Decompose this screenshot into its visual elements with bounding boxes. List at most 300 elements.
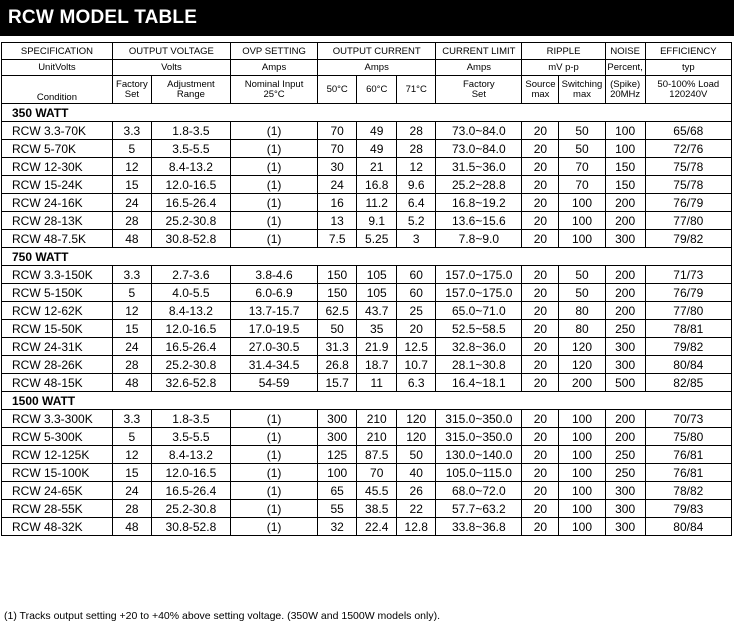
model-name-cell: RCW 12-62K <box>2 302 113 320</box>
group-label: 1500 WATT <box>2 392 732 410</box>
table-cell: 70 <box>559 176 605 194</box>
table-cell: (1) <box>230 518 317 536</box>
table-cell: 120 <box>397 428 436 446</box>
table-cell: 9.6 <box>397 176 436 194</box>
table-cell: 73.0~84.0 <box>436 122 522 140</box>
table-cell: 11 <box>357 374 397 392</box>
table-cell: 200 <box>605 212 645 230</box>
table-cell: 10.7 <box>397 356 436 374</box>
table-cell: 120 <box>559 338 605 356</box>
table-cell: 32.8~36.0 <box>436 338 522 356</box>
table-cell: 77/80 <box>645 302 731 320</box>
header-row-conditions <box>2 76 732 104</box>
header-cell: Volts <box>112 60 230 76</box>
table-cell: 4.0-5.5 <box>151 284 230 302</box>
table-cell: 80/84 <box>645 518 731 536</box>
table-cell: 38.5 <box>357 500 397 518</box>
table-cell: 65.0~71.0 <box>436 302 522 320</box>
header-cell: typ <box>645 60 731 76</box>
table-cell: 120 <box>559 356 605 374</box>
table-cell: 70 <box>318 122 357 140</box>
table-cell: 105 <box>357 266 397 284</box>
table-cell: 75/78 <box>645 158 731 176</box>
header-cell: Source max <box>522 76 559 104</box>
table-row <box>2 518 732 536</box>
table-cell: 15.7 <box>318 374 357 392</box>
table-cell: 210 <box>357 410 397 428</box>
table-cell: 300 <box>318 410 357 428</box>
table-cell: 78/82 <box>645 482 731 500</box>
table-cell: 78/81 <box>645 320 731 338</box>
table-cell: 12 <box>397 158 436 176</box>
table-cell: 20 <box>522 464 559 482</box>
table-cell: 200 <box>605 194 645 212</box>
table-cell: 13.7-15.7 <box>230 302 317 320</box>
model-name-cell: RCW 15-24K <box>2 176 113 194</box>
model-name-cell: RCW 3.3-70K <box>2 122 113 140</box>
model-name-cell: RCW 12-125K <box>2 446 113 464</box>
table-cell: 33.8~36.8 <box>436 518 522 536</box>
table-row <box>2 158 732 176</box>
table-row <box>2 446 732 464</box>
table-cell: 7.8~9.0 <box>436 230 522 248</box>
table-cell: 16.5-26.4 <box>151 482 230 500</box>
table-row <box>2 176 732 194</box>
header-cell: (Spike) 20MHz <box>605 76 645 104</box>
table-cell: 3.5-5.5 <box>151 428 230 446</box>
table-cell: 50 <box>559 122 605 140</box>
table-cell: 21 <box>357 158 397 176</box>
table-cell: 300 <box>605 338 645 356</box>
table-cell: 87.5 <box>357 446 397 464</box>
table-cell: 16.5-26.4 <box>151 338 230 356</box>
table-cell: 27.0-30.5 <box>230 338 317 356</box>
table-cell: 50 <box>559 140 605 158</box>
table-cell: (1) <box>230 176 317 194</box>
table-cell: 45.5 <box>357 482 397 500</box>
model-name-cell: RCW 48-15K <box>2 374 113 392</box>
table-cell: 25 <box>397 302 436 320</box>
table-cell: 20 <box>522 338 559 356</box>
table-row <box>2 122 732 140</box>
table-cell: (1) <box>230 500 317 518</box>
title-bar <box>0 0 734 36</box>
table-cell: 31.5~36.0 <box>436 158 522 176</box>
table-cell: 3.3 <box>112 410 151 428</box>
table-row <box>2 464 732 482</box>
table-cell: 5.25 <box>357 230 397 248</box>
table-cell: 100 <box>318 464 357 482</box>
table-cell: 15 <box>112 320 151 338</box>
table-cell: 300 <box>605 518 645 536</box>
table-cell: (1) <box>230 230 317 248</box>
table-cell: 20 <box>522 410 559 428</box>
table-cell: 210 <box>357 428 397 446</box>
table-cell: 25.2-30.8 <box>151 356 230 374</box>
table-cell: 12 <box>112 158 151 176</box>
table-cell: 20 <box>522 266 559 284</box>
table-cell: 49 <box>357 140 397 158</box>
table-cell: 20 <box>522 374 559 392</box>
table-cell: 100 <box>559 446 605 464</box>
table-cell: 16.4~18.1 <box>436 374 522 392</box>
header-cell: Factory Set <box>436 76 522 104</box>
header-cell: OUTPUT CURRENT <box>318 43 436 60</box>
table-cell: 5 <box>112 140 151 158</box>
table-cell: 12.8 <box>397 518 436 536</box>
group-label: 350 WATT <box>2 104 732 122</box>
table-cell: 150 <box>318 266 357 284</box>
table-cell: 1.8-3.5 <box>151 410 230 428</box>
header-cell: Condition <box>2 76 113 104</box>
table-row <box>2 194 732 212</box>
table-body <box>2 43 732 536</box>
table-cell: 20 <box>522 140 559 158</box>
header-cell: Amps <box>436 60 522 76</box>
table-cell: 250 <box>605 464 645 482</box>
table-cell: 25.2~28.8 <box>436 176 522 194</box>
table-row <box>2 482 732 500</box>
table-row <box>2 410 732 428</box>
table-cell: 200 <box>605 428 645 446</box>
table-cell: 150 <box>318 284 357 302</box>
table-cell: 500 <box>605 374 645 392</box>
table-row <box>2 374 732 392</box>
header-cell: Amps <box>318 60 436 76</box>
table-cell: 250 <box>605 320 645 338</box>
table-cell: 28 <box>112 500 151 518</box>
table-cell: 43.7 <box>357 302 397 320</box>
model-name-cell: RCW 15-50K <box>2 320 113 338</box>
table-cell: 12.0-16.5 <box>151 464 230 482</box>
table-cell: 49 <box>357 122 397 140</box>
table-cell: 6.4 <box>397 194 436 212</box>
table-cell: 315.0~350.0 <box>436 410 522 428</box>
table-cell: 20 <box>397 320 436 338</box>
header-cell: NOISE <box>605 43 645 60</box>
table-cell: 157.0~175.0 <box>436 284 522 302</box>
model-name-cell: RCW 28-55K <box>2 500 113 518</box>
table-cell: 20 <box>522 302 559 320</box>
table-cell: 1.8-3.5 <box>151 122 230 140</box>
header-cell: Factory Set <box>112 76 151 104</box>
table-cell: 54-59 <box>230 374 317 392</box>
table-cell: 15 <box>112 464 151 482</box>
table-cell: 70 <box>559 158 605 176</box>
table-cell: 6.3 <box>397 374 436 392</box>
table-cell: 3.5-5.5 <box>151 140 230 158</box>
table-cell: 150 <box>605 158 645 176</box>
group-row <box>2 248 732 266</box>
table-cell: 157.0~175.0 <box>436 266 522 284</box>
table-cell: 24 <box>318 176 357 194</box>
header-cell: 50°C <box>318 76 357 104</box>
table-cell: 50 <box>559 284 605 302</box>
table-cell: 12 <box>112 446 151 464</box>
table-cell: 20 <box>522 194 559 212</box>
table-cell: 100 <box>559 500 605 518</box>
model-name-cell: RCW 24-31K <box>2 338 113 356</box>
table-cell: 20 <box>522 446 559 464</box>
group-row <box>2 104 732 122</box>
table-row <box>2 320 732 338</box>
header-cell: CURRENT LIMIT <box>436 43 522 60</box>
page-title: RCW MODEL TABLE <box>8 7 198 28</box>
model-name-cell: RCW 28-26K <box>2 356 113 374</box>
table-cell: 73.0~84.0 <box>436 140 522 158</box>
table-cell: 5 <box>112 284 151 302</box>
table-cell: 12.5 <box>397 338 436 356</box>
table-cell: 100 <box>559 212 605 230</box>
table-cell: 31.3 <box>318 338 357 356</box>
table-cell: 100 <box>559 410 605 428</box>
table-cell: 75/80 <box>645 428 731 446</box>
table-cell: 100 <box>559 464 605 482</box>
table-cell: 300 <box>605 356 645 374</box>
model-name-cell: RCW 5-150K <box>2 284 113 302</box>
table-cell: 60 <box>397 284 436 302</box>
table-cell: 3.3 <box>112 122 151 140</box>
table-cell: 31.4-34.5 <box>230 356 317 374</box>
header-cell: EFFICIENCY <box>645 43 731 60</box>
table-cell: 3 <box>397 230 436 248</box>
table-cell: (1) <box>230 410 317 428</box>
table-cell: 300 <box>605 500 645 518</box>
table-cell: 70 <box>357 464 397 482</box>
table-cell: 100 <box>559 428 605 446</box>
table-cell: 80/84 <box>645 356 731 374</box>
table-cell: 48 <box>112 374 151 392</box>
table-cell: 28.1~30.8 <box>436 356 522 374</box>
table-cell: 30 <box>318 158 357 176</box>
table-cell: 9.1 <box>357 212 397 230</box>
table-cell: 200 <box>605 302 645 320</box>
header-cell: Amps <box>230 60 317 76</box>
table-row <box>2 338 732 356</box>
table-row <box>2 428 732 446</box>
table-cell: 3.3 <box>112 266 151 284</box>
table-cell: 76/79 <box>645 284 731 302</box>
table-cell: 13 <box>318 212 357 230</box>
table-cell: 100 <box>605 122 645 140</box>
model-name-cell: RCW 48-7.5K <box>2 230 113 248</box>
table-cell: 22 <box>397 500 436 518</box>
header-cell: OUTPUT VOLTAGE <box>112 43 230 60</box>
table-cell: 70 <box>318 140 357 158</box>
table-cell: 26 <box>397 482 436 500</box>
model-table <box>1 42 732 536</box>
table-cell: 79/82 <box>645 338 731 356</box>
table-cell: 32 <box>318 518 357 536</box>
table-cell: 28 <box>112 212 151 230</box>
table-cell: 20 <box>522 518 559 536</box>
header-cell: 60°C <box>357 76 397 104</box>
group-label: 750 WATT <box>2 248 732 266</box>
model-name-cell: RCW 15-100K <box>2 464 113 482</box>
table-cell: 57.7~63.2 <box>436 500 522 518</box>
model-name-cell: RCW 3.3-300K <box>2 410 113 428</box>
table-cell: 20 <box>522 500 559 518</box>
table-cell: 24 <box>112 194 151 212</box>
table-cell: 79/82 <box>645 230 731 248</box>
table-cell: 75/78 <box>645 176 731 194</box>
table-cell: 35 <box>357 320 397 338</box>
table-cell: 300 <box>605 482 645 500</box>
model-name-cell: RCW 5-70K <box>2 140 113 158</box>
table-cell: (1) <box>230 158 317 176</box>
table-cell: 105.0~115.0 <box>436 464 522 482</box>
table-cell: 150 <box>605 176 645 194</box>
table-cell: 65 <box>318 482 357 500</box>
table-cell: 8.4-13.2 <box>151 302 230 320</box>
table-cell: 20 <box>522 284 559 302</box>
table-cell: 20 <box>522 356 559 374</box>
table-row <box>2 140 732 158</box>
table-cell: 20 <box>522 212 559 230</box>
table-cell: 16 <box>318 194 357 212</box>
table-cell: 5.2 <box>397 212 436 230</box>
table-cell: 7.5 <box>318 230 357 248</box>
table-cell: 76/81 <box>645 446 731 464</box>
model-name-cell: RCW 48-32K <box>2 518 113 536</box>
table-cell: 105 <box>357 284 397 302</box>
table-cell: 16.5-26.4 <box>151 194 230 212</box>
table-cell: 55 <box>318 500 357 518</box>
table-cell: 79/83 <box>645 500 731 518</box>
table-cell: (1) <box>230 482 317 500</box>
table-cell: 50 <box>318 320 357 338</box>
table-cell: 32.6-52.8 <box>151 374 230 392</box>
header-cell: Percent, <box>605 60 645 76</box>
model-name-cell: RCW 12-30K <box>2 158 113 176</box>
table-cell: 5 <box>112 428 151 446</box>
header-row-units <box>2 60 732 76</box>
table-cell: 6.0-6.9 <box>230 284 317 302</box>
header-cell: mV p-p <box>522 60 605 76</box>
table-cell: 76/81 <box>645 464 731 482</box>
header-cell: OVP SETTING <box>230 43 317 60</box>
table-cell: 200 <box>605 284 645 302</box>
table-cell: 26.8 <box>318 356 357 374</box>
table-cell: 80 <box>559 302 605 320</box>
table-cell: 18.7 <box>357 356 397 374</box>
header-cell: RIPPLE <box>522 43 605 60</box>
table-cell: 30.8-52.8 <box>151 518 230 536</box>
table-cell: 24 <box>112 482 151 500</box>
model-name-cell: RCW 28-13K <box>2 212 113 230</box>
table-cell: 12.0-16.5 <box>151 320 230 338</box>
table-cell: 130.0~140.0 <box>436 446 522 464</box>
table-cell: 8.4-13.2 <box>151 158 230 176</box>
table-cell: (1) <box>230 194 317 212</box>
table-cell: 100 <box>559 230 605 248</box>
table-cell: 20 <box>522 482 559 500</box>
table-cell: (1) <box>230 122 317 140</box>
footnote: (1) Tracks output setting +20 to +40% above setting voltage. (350W and 1500W models only). <box>4 610 440 622</box>
table-cell: (1) <box>230 140 317 158</box>
model-name-cell: RCW 5-300K <box>2 428 113 446</box>
model-name-cell: RCW 24-65K <box>2 482 113 500</box>
table-cell: 100 <box>559 518 605 536</box>
table-cell: 48 <box>112 230 151 248</box>
table-cell: (1) <box>230 446 317 464</box>
table-cell: 21.9 <box>357 338 397 356</box>
table-cell: 70/73 <box>645 410 731 428</box>
table-cell: 20 <box>522 320 559 338</box>
table-cell: 50 <box>397 446 436 464</box>
header-cell: Adjustment Range <box>151 76 230 104</box>
header-row-categories <box>2 43 732 60</box>
table-cell: 17.0-19.5 <box>230 320 317 338</box>
table-cell: 11.2 <box>357 194 397 212</box>
table-cell: (1) <box>230 212 317 230</box>
table-cell: 20 <box>522 158 559 176</box>
table-cell: 120 <box>397 410 436 428</box>
table-row <box>2 266 732 284</box>
table-cell: 15 <box>112 176 151 194</box>
table-cell: 71/73 <box>645 266 731 284</box>
table-cell: 2.7-3.6 <box>151 266 230 284</box>
table-cell: 72/76 <box>645 140 731 158</box>
table-cell: 28 <box>397 122 436 140</box>
header-cell: Switching max <box>559 76 605 104</box>
table-cell: 80 <box>559 320 605 338</box>
table-row <box>2 356 732 374</box>
table-row <box>2 500 732 518</box>
table-cell: 62.5 <box>318 302 357 320</box>
table-cell: 40 <box>397 464 436 482</box>
header-cell: 50-100% Load 120240V <box>645 76 731 104</box>
table-cell: 12 <box>112 302 151 320</box>
header-cell: SPECIFICATION <box>2 43 113 60</box>
table-cell: 300 <box>605 230 645 248</box>
table-cell: 50 <box>559 266 605 284</box>
table-cell: 76/79 <box>645 194 731 212</box>
table-cell: (1) <box>230 428 317 446</box>
table-cell: 125 <box>318 446 357 464</box>
table-row <box>2 212 732 230</box>
table-cell: 28 <box>112 356 151 374</box>
table-cell: 16.8~19.2 <box>436 194 522 212</box>
table-cell: 13.6~15.6 <box>436 212 522 230</box>
header-cell: Nominal Input 25°C <box>230 76 317 104</box>
table-cell: 65/68 <box>645 122 731 140</box>
table-cell: 68.0~72.0 <box>436 482 522 500</box>
group-row <box>2 392 732 410</box>
table-row <box>2 230 732 248</box>
table-cell: 200 <box>605 410 645 428</box>
table-cell: 77/80 <box>645 212 731 230</box>
table-cell: 200 <box>605 266 645 284</box>
table-cell: 20 <box>522 176 559 194</box>
header-cell: UnitVolts <box>2 60 113 76</box>
table-cell: 20 <box>522 230 559 248</box>
table-cell: 82/85 <box>645 374 731 392</box>
table-cell: 16.8 <box>357 176 397 194</box>
table-cell: 250 <box>605 446 645 464</box>
table-cell: 25.2-30.8 <box>151 500 230 518</box>
table-row <box>2 302 732 320</box>
table-cell: 24 <box>112 338 151 356</box>
table-cell: 100 <box>605 140 645 158</box>
table-cell: 48 <box>112 518 151 536</box>
table-cell: 25.2-30.8 <box>151 212 230 230</box>
table-cell: 60 <box>397 266 436 284</box>
table-cell: 30.8-52.8 <box>151 230 230 248</box>
table-cell: (1) <box>230 464 317 482</box>
model-name-cell: RCW 3.3-150K <box>2 266 113 284</box>
table-cell: 300 <box>318 428 357 446</box>
